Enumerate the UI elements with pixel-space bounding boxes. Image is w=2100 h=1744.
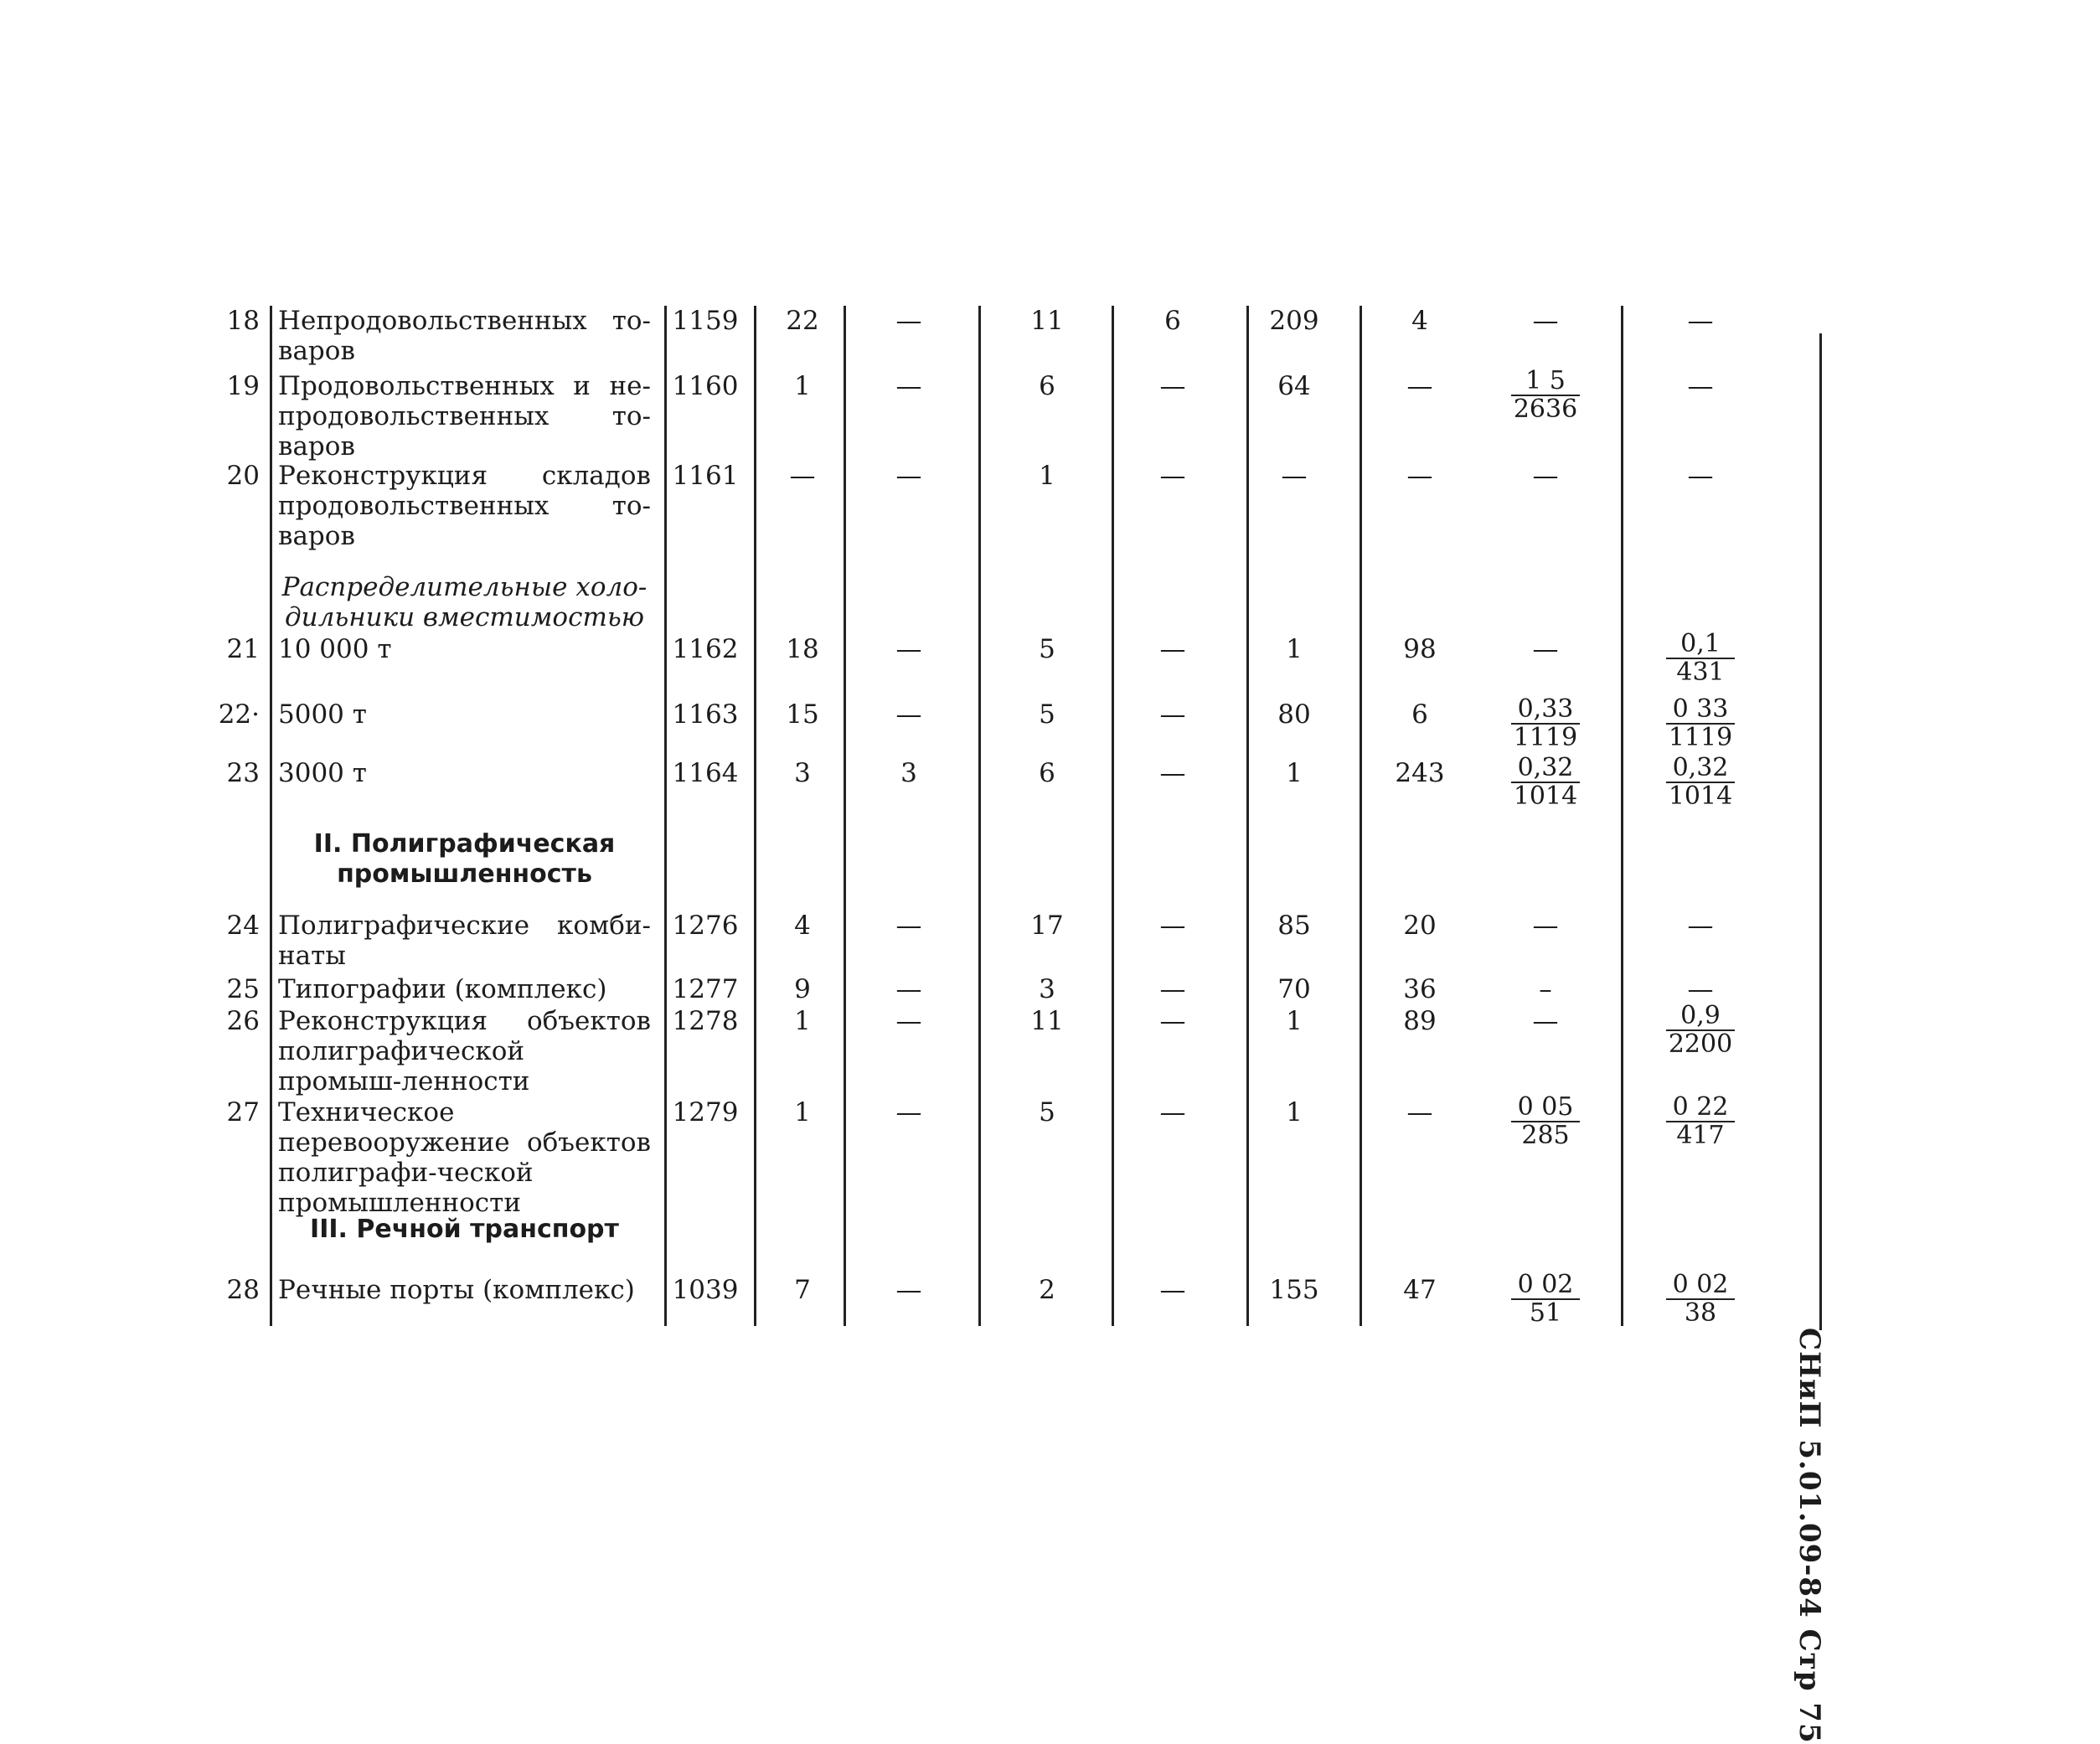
row-value-c6: 243 [1395,758,1445,788]
row-number: 24 [226,911,260,941]
row-value-c4: — [1159,461,1186,491]
row-value-c3: 2 [1039,1275,1055,1305]
row-value-c6: 4 [1411,306,1428,336]
row-value-f1: — [1532,461,1559,491]
row-value-c6: 98 [1403,634,1437,664]
row-value-c6: 89 [1403,1006,1437,1036]
column-rule [1360,306,1362,1326]
fraction-numerator: 0 33 [1666,696,1735,725]
column-rule [844,306,846,1326]
column-rule [978,306,981,1326]
row-value-c6: 20 [1403,911,1437,941]
row-name: Реконструкция объектов полиграфической промыш-ленности [278,1006,651,1096]
fraction-denominator: 417 [1676,1121,1725,1150]
row-value-c5: 64 [1277,371,1311,401]
row-value-c4: — [1159,1006,1186,1036]
side-rule [1819,333,1822,1330]
row-name: 5000 т [278,699,367,730]
row-code: 1161 [672,461,739,491]
row-value-c6: 36 [1403,974,1437,1004]
row-value-c4: — [1159,1097,1186,1127]
row-value-c1: 1 [794,371,811,401]
row-fraction-f2 [1654,755,1747,810]
row-value-f1: — [1532,911,1559,941]
row-number: 28 [226,1275,260,1305]
row-value-f1: – [1539,974,1552,1004]
column-rule [1112,306,1114,1326]
row-fraction-f2 [1654,631,1747,686]
row-value-c2: — [895,1006,922,1036]
row-name: Продовольственных и не-продовольственных то-варов [278,371,651,462]
row-value-c4: — [1159,634,1186,664]
row-value-c4: 6 [1164,306,1181,336]
row-value-c2: — [895,306,922,336]
row-fraction-f1 [1499,368,1592,423]
section-heading-3: III. Речной транспорт [310,1215,619,1244]
row-number: 22· [218,699,260,730]
fraction-numerator: 0 05 [1511,1094,1580,1122]
row-value-c5: 85 [1277,911,1311,941]
row-value-c2: — [895,461,922,491]
row-value-f2: — [1687,911,1714,941]
row-fraction-f2 [1654,1003,1747,1058]
row-number: 20 [226,461,260,491]
fraction-numerator: 0,1 [1666,631,1735,659]
row-value-f2: — [1687,974,1714,1004]
row-code: 1160 [672,371,739,401]
row-value-c2: — [895,1275,922,1305]
fraction-denominator: 1119 [1668,723,1733,752]
row-value-c3: 5 [1039,634,1055,664]
row-value-c5: 1 [1286,634,1303,664]
fraction-numerator: 1 5 [1511,368,1580,396]
row-name: Реконструкция складов продовольственных то-варов [278,461,651,551]
row-fraction-f1 [1499,696,1592,751]
row-value-c4: — [1159,758,1186,788]
row-value-c3: 5 [1039,699,1055,730]
row-value-c2: — [895,974,922,1004]
row-code: 1163 [672,699,739,730]
fraction-denominator: 431 [1676,658,1725,687]
fraction-denominator: 38 [1684,1298,1717,1328]
row-name: Типографии (комплекс) [278,974,607,1004]
row-name: 3000 т [278,758,367,788]
row-value-c2: — [895,371,922,401]
row-name: Техническое перевооружение объектов полиграфи-ческой промышленности [278,1097,651,1218]
row-value-c3: 11 [1030,1006,1064,1036]
row-value-c4: — [1159,1275,1186,1305]
row-value-c6: — [1406,371,1433,401]
row-number: 19 [226,371,260,401]
row-value-c5: — [1281,461,1308,491]
row-value-f2: — [1687,461,1714,491]
row-name: 10 000 т [278,634,392,664]
row-number: 25 [226,974,260,1004]
row-number: 21 [226,634,260,664]
row-value-c5: 80 [1277,699,1311,730]
row-fraction-f1 [1499,1272,1592,1327]
row-fraction-f2 [1654,696,1747,751]
page-footer-label: СНиП 5.01.09-84 Стр 75 [1793,1328,1826,1744]
fraction-numerator: 0,9 [1666,1003,1735,1031]
row-value-c3: 11 [1030,306,1064,336]
row-value-c1: 22 [786,306,819,336]
section-heading-2: II. Полиграфическая промышленность [313,829,616,889]
fraction-numerator: 0,33 [1511,696,1580,725]
row-value-c1: — [789,461,816,491]
row-value-c3: 17 [1030,911,1064,941]
fraction-denominator: 1014 [1513,782,1578,811]
row-value-c3: 5 [1039,1097,1055,1127]
row-value-c6: — [1406,461,1433,491]
row-code: 1278 [672,1006,739,1036]
row-value-c1: 1 [794,1097,811,1127]
row-fraction-f1 [1499,755,1592,810]
row-value-c2: — [895,911,922,941]
row-value-c1: 9 [794,974,811,1004]
fraction-denominator: 2200 [1668,1029,1733,1059]
fraction-numerator: 0 02 [1666,1272,1735,1300]
row-value-c3: 6 [1039,758,1055,788]
row-value-c2: 3 [900,758,917,788]
row-value-c5: 1 [1286,1097,1303,1127]
row-value-c6: — [1406,1097,1433,1127]
fraction-denominator: 51 [1529,1298,1562,1328]
row-number: 23 [226,758,260,788]
row-value-c5: 155 [1269,1275,1319,1305]
fraction-numerator: 0 22 [1666,1094,1735,1122]
row-fraction-f1 [1499,1094,1592,1149]
column-rule [270,306,272,1326]
row-value-c3: 3 [1039,974,1055,1004]
row-code: 1164 [672,758,739,788]
row-value-f1: — [1532,306,1559,336]
row-value-c1: 1 [794,1006,811,1036]
row-code: 1276 [672,911,739,941]
fraction-numerator: 0,32 [1666,755,1735,783]
row-value-c1: 4 [794,911,811,941]
row-number: 18 [226,306,260,336]
row-value-c5: 209 [1269,306,1319,336]
row-value-c6: 6 [1411,699,1428,730]
row-value-c1: 3 [794,758,811,788]
row-number: 27 [226,1097,260,1127]
fraction-numerator: 0,32 [1511,755,1580,783]
row-fraction-f2 [1654,1094,1747,1149]
row-value-f1: — [1532,1006,1559,1036]
row-value-c1: 7 [794,1275,811,1305]
row-value-c3: 1 [1039,461,1055,491]
fraction-denominator: 285 [1521,1121,1570,1150]
fraction-numerator: 0 02 [1511,1272,1580,1300]
row-code: 1039 [672,1275,739,1305]
row-name: Полиграфические комби-наты [278,911,651,971]
row-value-c6: 47 [1403,1275,1437,1305]
column-rule [754,306,756,1326]
row-value-c5: 1 [1286,758,1303,788]
row-value-f2: — [1687,306,1714,336]
row-value-c4: — [1159,911,1186,941]
fraction-denominator: 1014 [1668,782,1733,811]
column-rule [664,306,667,1326]
row-code: 1159 [672,306,739,336]
row-value-c4: — [1159,699,1186,730]
row-value-f2: — [1687,371,1714,401]
column-rule [1621,306,1623,1326]
row-number: 26 [226,1006,260,1036]
fraction-denominator: 2636 [1513,395,1578,424]
row-value-c2: — [895,699,922,730]
subheading: Распределительные холо-дильники вместимостью [281,572,648,632]
row-value-c5: 70 [1277,974,1311,1004]
row-value-c4: — [1159,974,1186,1004]
row-fraction-f2 [1654,1272,1747,1327]
row-value-c2: — [895,1097,922,1127]
row-value-c5: 1 [1286,1006,1303,1036]
row-name: Речные порты (комплекс) [278,1275,635,1305]
row-value-c4: — [1159,371,1186,401]
row-value-c3: 6 [1039,371,1055,401]
fraction-denominator: 1119 [1513,723,1578,752]
data-table [209,306,1840,1326]
row-value-c1: 18 [786,634,819,664]
row-code: 1162 [672,634,739,664]
row-value-c1: 15 [786,699,819,730]
column-rule [1246,306,1249,1326]
row-value-c2: — [895,634,922,664]
row-name: Непродовольственных то-варов [278,306,651,366]
row-value-f1: — [1532,634,1559,664]
row-code: 1277 [672,974,739,1004]
row-code: 1279 [672,1097,739,1127]
